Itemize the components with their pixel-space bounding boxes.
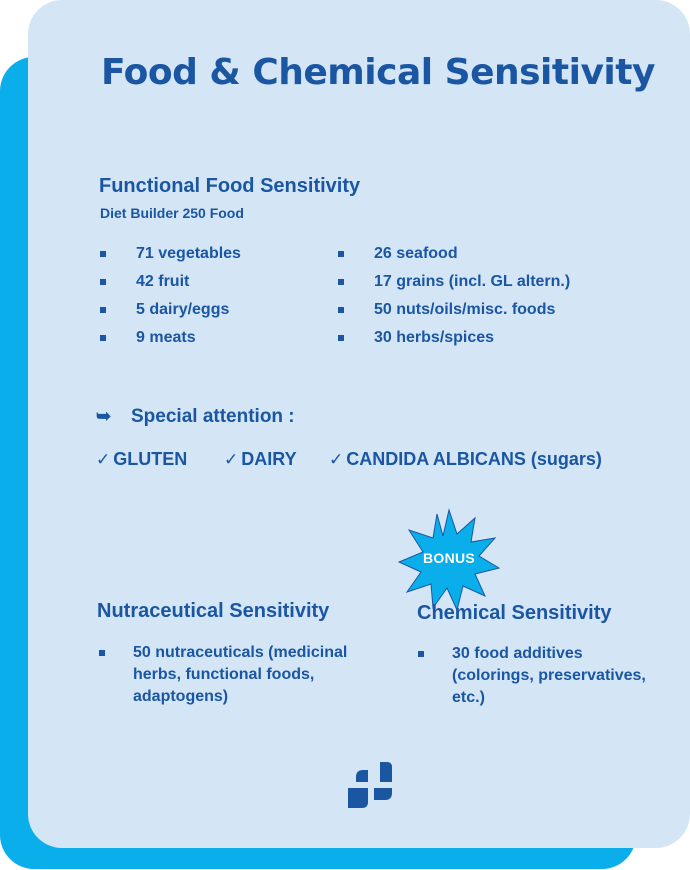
list-item: 30 herbs/spices: [374, 329, 570, 357]
functional-list-right: [374, 245, 570, 357]
cross-logo-icon: [348, 762, 394, 808]
logo-shape: [348, 762, 394, 808]
square-bullet-icon: [100, 335, 106, 341]
chemical-item: 30 food additives (colorings, preservatives, etc.): [452, 645, 646, 706]
square-bullet-icon: [100, 307, 106, 313]
list-item: 26 seafood: [374, 245, 570, 273]
special-attention-label: Special attention :: [131, 406, 295, 427]
list-item: 42 fruit: [136, 273, 241, 301]
square-bullet-icon: [100, 251, 106, 257]
arrow-icon: ➥: [96, 406, 112, 426]
info-card: [28, 0, 690, 848]
square-bullet-icon: [338, 307, 344, 313]
check-icon: ✓: [96, 450, 111, 470]
starburst-badge-icon: [397, 508, 501, 612]
functional-list-left: [136, 245, 241, 357]
check-gluten: ✓ GLUTEN: [96, 449, 188, 470]
check-candida: ✓ CANDIDA ALBICANS (sugars): [329, 449, 602, 470]
bonus-label: BONUS: [422, 550, 476, 566]
square-bullet-icon: [99, 650, 105, 656]
square-bullet-icon: [338, 279, 344, 285]
functional-heading: Functional Food Sensitivity: [99, 175, 361, 197]
square-bullet-icon: [418, 651, 424, 657]
check-icon: ✓: [329, 450, 344, 470]
list-item: 17 grains (incl. GL altern.): [374, 273, 570, 301]
nutraceutical-heading: Nutraceutical Sensitivity: [97, 600, 330, 622]
functional-subheading: Diet Builder 250 Food: [100, 205, 244, 221]
list-item: 50 nuts/oils/misc. foods: [374, 301, 570, 329]
square-bullet-icon: [338, 335, 344, 341]
chemical-heading: Chemical Sensitivity: [417, 602, 612, 624]
page-title: Food & Chemical Sensitivity: [101, 52, 655, 93]
list-item: 5 dairy/eggs: [136, 301, 241, 329]
nutraceutical-item: 50 nutraceuticals (medicinal herbs, functional foods, adaptogens): [133, 644, 348, 705]
check-icon: ✓: [224, 450, 239, 470]
check-dairy: ✓ DAIRY: [224, 449, 297, 470]
list-item: 9 meats: [136, 329, 241, 357]
list-item: 71 vegetables: [136, 245, 241, 273]
square-bullet-icon: [338, 251, 344, 257]
square-bullet-icon: [100, 279, 106, 285]
